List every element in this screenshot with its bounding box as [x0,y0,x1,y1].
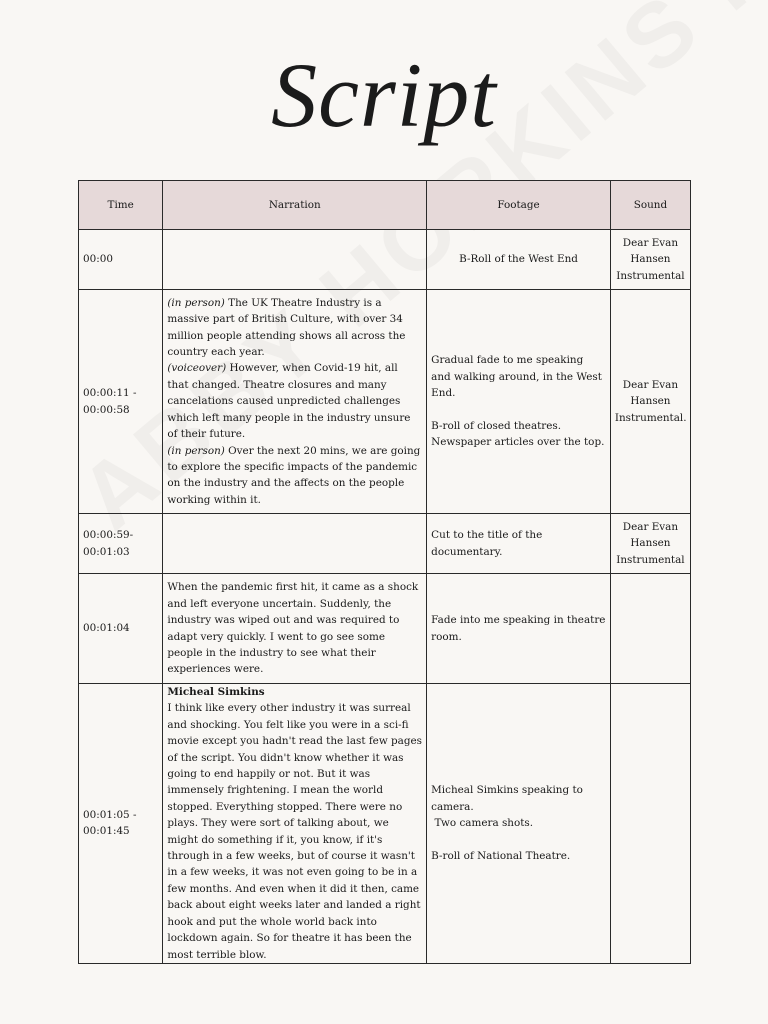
sound-cell [610,574,690,684]
narration-cell [163,230,427,290]
header-row [79,181,691,230]
narration-cell [163,514,427,574]
speaker-name: Micheal Simkins [167,686,265,698]
page-title: Script [271,44,497,146]
sound-cell: Dear Evan Hansen Instrumental [610,514,690,574]
footage-cell: Cut to the title of the documentary. [427,514,611,574]
narration-text: The UK Theatre Industry is a massive part of British Culture, with over 34 million people attending shows all across the country each year. [167,296,406,359]
footage-cell: Fade into me speaking in theatre room. [427,574,611,684]
footage-cell [427,684,611,964]
direction-tag: (voiceover) [167,362,227,375]
header-sound: Sound [610,181,690,230]
footage-line: Newspaper articles over the top. [431,436,605,449]
table-row [79,684,691,964]
time-cell: 00:00:11 - 00:00:58 [79,290,163,514]
narration-text: However, when Covid-19 hit, all that changed. Theatre closures and many cancelations caused unpredicted challenges which left many people in the industry unsure of their future. [167,362,411,441]
table-row [79,514,691,574]
script-table [78,180,691,964]
header-footage: Footage [427,181,611,230]
footage-line: B-roll of closed theatres. [431,419,562,432]
time-cell: 00:01:04 [79,574,163,684]
narration-text: I think like every other industry it was surreal and shocking. You felt like you were in a sci-fi movie except you hadn't read the last few pages of the script. You didn't know whether it was going to end happily or not. But it was immensely frightening. I mean the world stopped. Everything stopped. There were no plays. They were sort of talking about, we might do something if it, you know, if it's through in a few weeks, but of course it wasn't in a few weeks, it was not even going to be in a few months. And even when it did it then, came back about eight weeks later and landed a right hook and put the whole world back into lockdown again. So for theatre it has been the most terrible blow. [167,702,423,961]
narration-cell [163,290,427,514]
sound-cell: Dear Evan Hansen Instrumental [610,230,690,290]
sound-cell [610,684,690,964]
narration-cell: When the pandemic first hit, it came as a shock and left everyone uncertain. Suddenly, the industry was wiped out and was required to adapt very quickly. I went to go see some people in the industry to see what their experiences were. [163,574,427,684]
footage-line: B-roll of National Theatre. [431,850,571,863]
table-row [79,290,691,514]
footage-line: Two camera shots. [431,817,534,830]
time-cell: 00:01:05 - 00:01:45 [79,684,163,964]
table-row [79,574,691,684]
header-narration: Narration [163,181,427,230]
footage-cell: B-Roll of the West End [427,230,611,290]
direction-tag: (in person) [167,296,225,309]
table-row [79,230,691,290]
sound-cell: Dear Evan Hansen Instrumental. [610,290,690,514]
direction-tag: (in person) [167,444,225,457]
narration-cell [163,684,427,964]
footage-line: Micheal Simkins speaking to camera. [431,784,583,813]
header-time: Time [79,181,163,230]
footage-cell [427,290,611,514]
footage-line: Gradual fade to me speaking and walking around, in the West End. [431,354,602,400]
time-cell: 00:00 [79,230,163,290]
narration-text: Over the next 20 mins, we are going to explore the specific impacts of the pandemic on the industry and the affects on the people working within it. [167,444,421,506]
time-cell: 00:00:59- 00:01:03 [79,514,163,574]
